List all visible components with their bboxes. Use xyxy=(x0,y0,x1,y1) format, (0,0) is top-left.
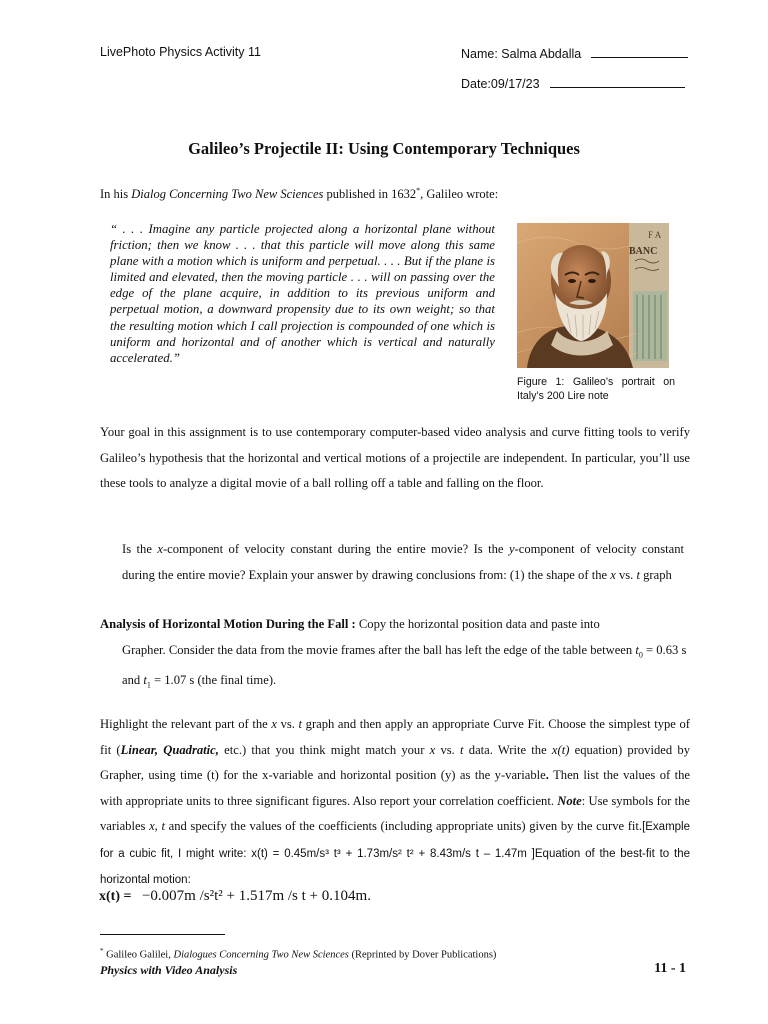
name-underline xyxy=(591,45,688,58)
t1-value: = 1.07 s (the final time). xyxy=(150,672,277,687)
q-text-1: Is the xyxy=(122,542,158,556)
date-underline xyxy=(550,75,685,88)
goal-paragraph: Your goal in this assignment is to use contemporary computer-based video analysis and curve fitting tools to verify Galileo’s hypothesis that the horizontal and vertical motions of a projectile are independent. In particular, you’ll use these tools to analyze a digital movie of a ball rolling off a table and falling on the floor. xyxy=(100,425,690,490)
hl-i: : Use symbols for the variables xyxy=(100,793,690,833)
name-label: Name: Salma Abdalla xyxy=(461,47,582,61)
activity-label: LivePhoto Physics Activity 11 xyxy=(100,45,261,59)
equation-rhs: −0.007m /s²t² + 1.517m /s t + 0.104m. xyxy=(141,888,371,904)
equation-lhs: x(t) = xyxy=(99,889,132,904)
hl-d: etc.) that you think might match your xyxy=(218,742,430,757)
hl-x2: x xyxy=(429,742,436,757)
hl-a: Highlight the relevant part of the xyxy=(100,717,272,731)
footnote-divider xyxy=(100,934,225,935)
intro-prefix: In his xyxy=(100,187,132,202)
q-var-y: y xyxy=(508,542,515,556)
footer-book-title: Physics with Video Analysis xyxy=(100,963,238,977)
t0-subscript: 0 xyxy=(638,650,643,660)
q-text-2: -component of velocity constant during the entire movie? Is the xyxy=(162,542,509,556)
t1-subscript: 1 xyxy=(146,680,151,690)
hl-note: Note xyxy=(557,793,582,808)
hl-vars: x, t xyxy=(149,819,165,833)
hl-t2: t xyxy=(460,742,464,757)
curve-fit-instructions xyxy=(100,712,690,894)
page-title: Galileo’s Projectile II: Using Contemporary Techniques xyxy=(188,139,580,158)
hl-g: equation) provided by Grapher, using time (t) for the x-variable and horizontal position (y) as the y-variable xyxy=(100,742,690,782)
footnote xyxy=(100,947,496,961)
analysis-heading: Analysis of Horizontal Motion During the Fall : xyxy=(100,617,356,631)
q-var-x: x xyxy=(157,542,163,556)
banknote-text-1: F A xyxy=(648,230,662,240)
name-field xyxy=(461,45,688,61)
hl-e: vs. xyxy=(435,742,461,757)
footnote-a: Galileo Galilei, xyxy=(103,949,174,961)
q-text-3: -component of velocity constant during the entire movie? Explain your answer by drawing conclusions from: (1) the shape of the xyxy=(122,542,685,582)
galileo-portrait-image xyxy=(517,223,669,368)
date-label: Date:09/17/23 xyxy=(461,77,540,91)
hl-f: data. Write the xyxy=(463,742,552,757)
page-number: 11 - 1 xyxy=(654,961,686,976)
hl-b: vs. xyxy=(276,717,299,731)
q-var-x2: x xyxy=(610,567,616,582)
date-field xyxy=(461,75,685,91)
t1-symbol: t xyxy=(143,672,147,687)
footnote-mark: * xyxy=(416,186,421,195)
hl-c: graph and then apply an appropriate Curve Fit. Choose the simplest type of fit ( xyxy=(100,717,690,757)
q-var-t: t xyxy=(636,567,640,582)
footnote-book: Dialogues Concerning Two New Sciences xyxy=(173,949,349,961)
intro-suffix: , Galileo wrote: xyxy=(420,187,499,202)
best-fit-equation xyxy=(99,888,371,905)
hl-example: [Example for a cubic fit, I might write: x(t) = 0.45m/s³ t³ + 1.73m/s² t² + 8.43m/s t – 1.47m ]Equation of the best-fit to the horizontal motion: xyxy=(100,821,690,886)
galileo-quote: “ . . . Imagine any particle projected along a horizontal plane without friction; then we know . . . that this particle will move along this same plane with a motion which is uniform and perpetual. . . . But if the plane is limited and elevated, then the moving particle . . . will on passing over the edge of the plane acquire, in addition to its previous uniform and perpetual motion, a downward propensity due to its own weight; so that the resulting motion which I call projection is compounded of one which is uniform and horizontal and of another which is vertical and naturally accelerated.” xyxy=(110,222,495,365)
portrait-svg xyxy=(517,223,669,368)
figure-caption: Figure 1: Galileo’s portrait on Italy’s 200 Lire note xyxy=(517,376,675,402)
hl-xt: x(t) xyxy=(551,742,570,757)
intro-middle: published in 1632 xyxy=(323,187,417,202)
hl-x: x xyxy=(271,717,277,731)
hl-dot: . xyxy=(545,768,549,782)
footnote-mark-2: * xyxy=(100,947,104,955)
analysis-line-1: Copy the horizontal position data and paste into xyxy=(355,617,600,631)
intro-line xyxy=(100,186,498,202)
hl-j: and specify the values of the coefficients (including appropriate units) given by the curve fit. xyxy=(164,819,643,833)
q-text-4: graph xyxy=(639,567,672,582)
q-text-vs: vs. xyxy=(615,567,637,582)
hl-fit-types: Linear, Quadratic, xyxy=(120,742,219,757)
analysis-line-2: Grapher. Consider the data from the movie frames after the ball has left the edge of the table between xyxy=(122,642,633,657)
hl-t: t xyxy=(298,717,303,731)
book-title: Dialog Concerning Two New Sciences xyxy=(131,187,324,202)
banknote-text-2: BANC xyxy=(629,246,658,257)
analysis-paragraph xyxy=(100,612,690,698)
footnote-b: (Reprinted by Dover Publications) xyxy=(348,949,497,961)
t0-symbol: t xyxy=(635,642,639,657)
velocity-question xyxy=(122,537,684,588)
hl-h: Then list the values of the with appropriate units to three significant figures. Also report your correlation coefficient. xyxy=(100,768,691,808)
t0-value: = 0.63 s and xyxy=(122,642,687,687)
